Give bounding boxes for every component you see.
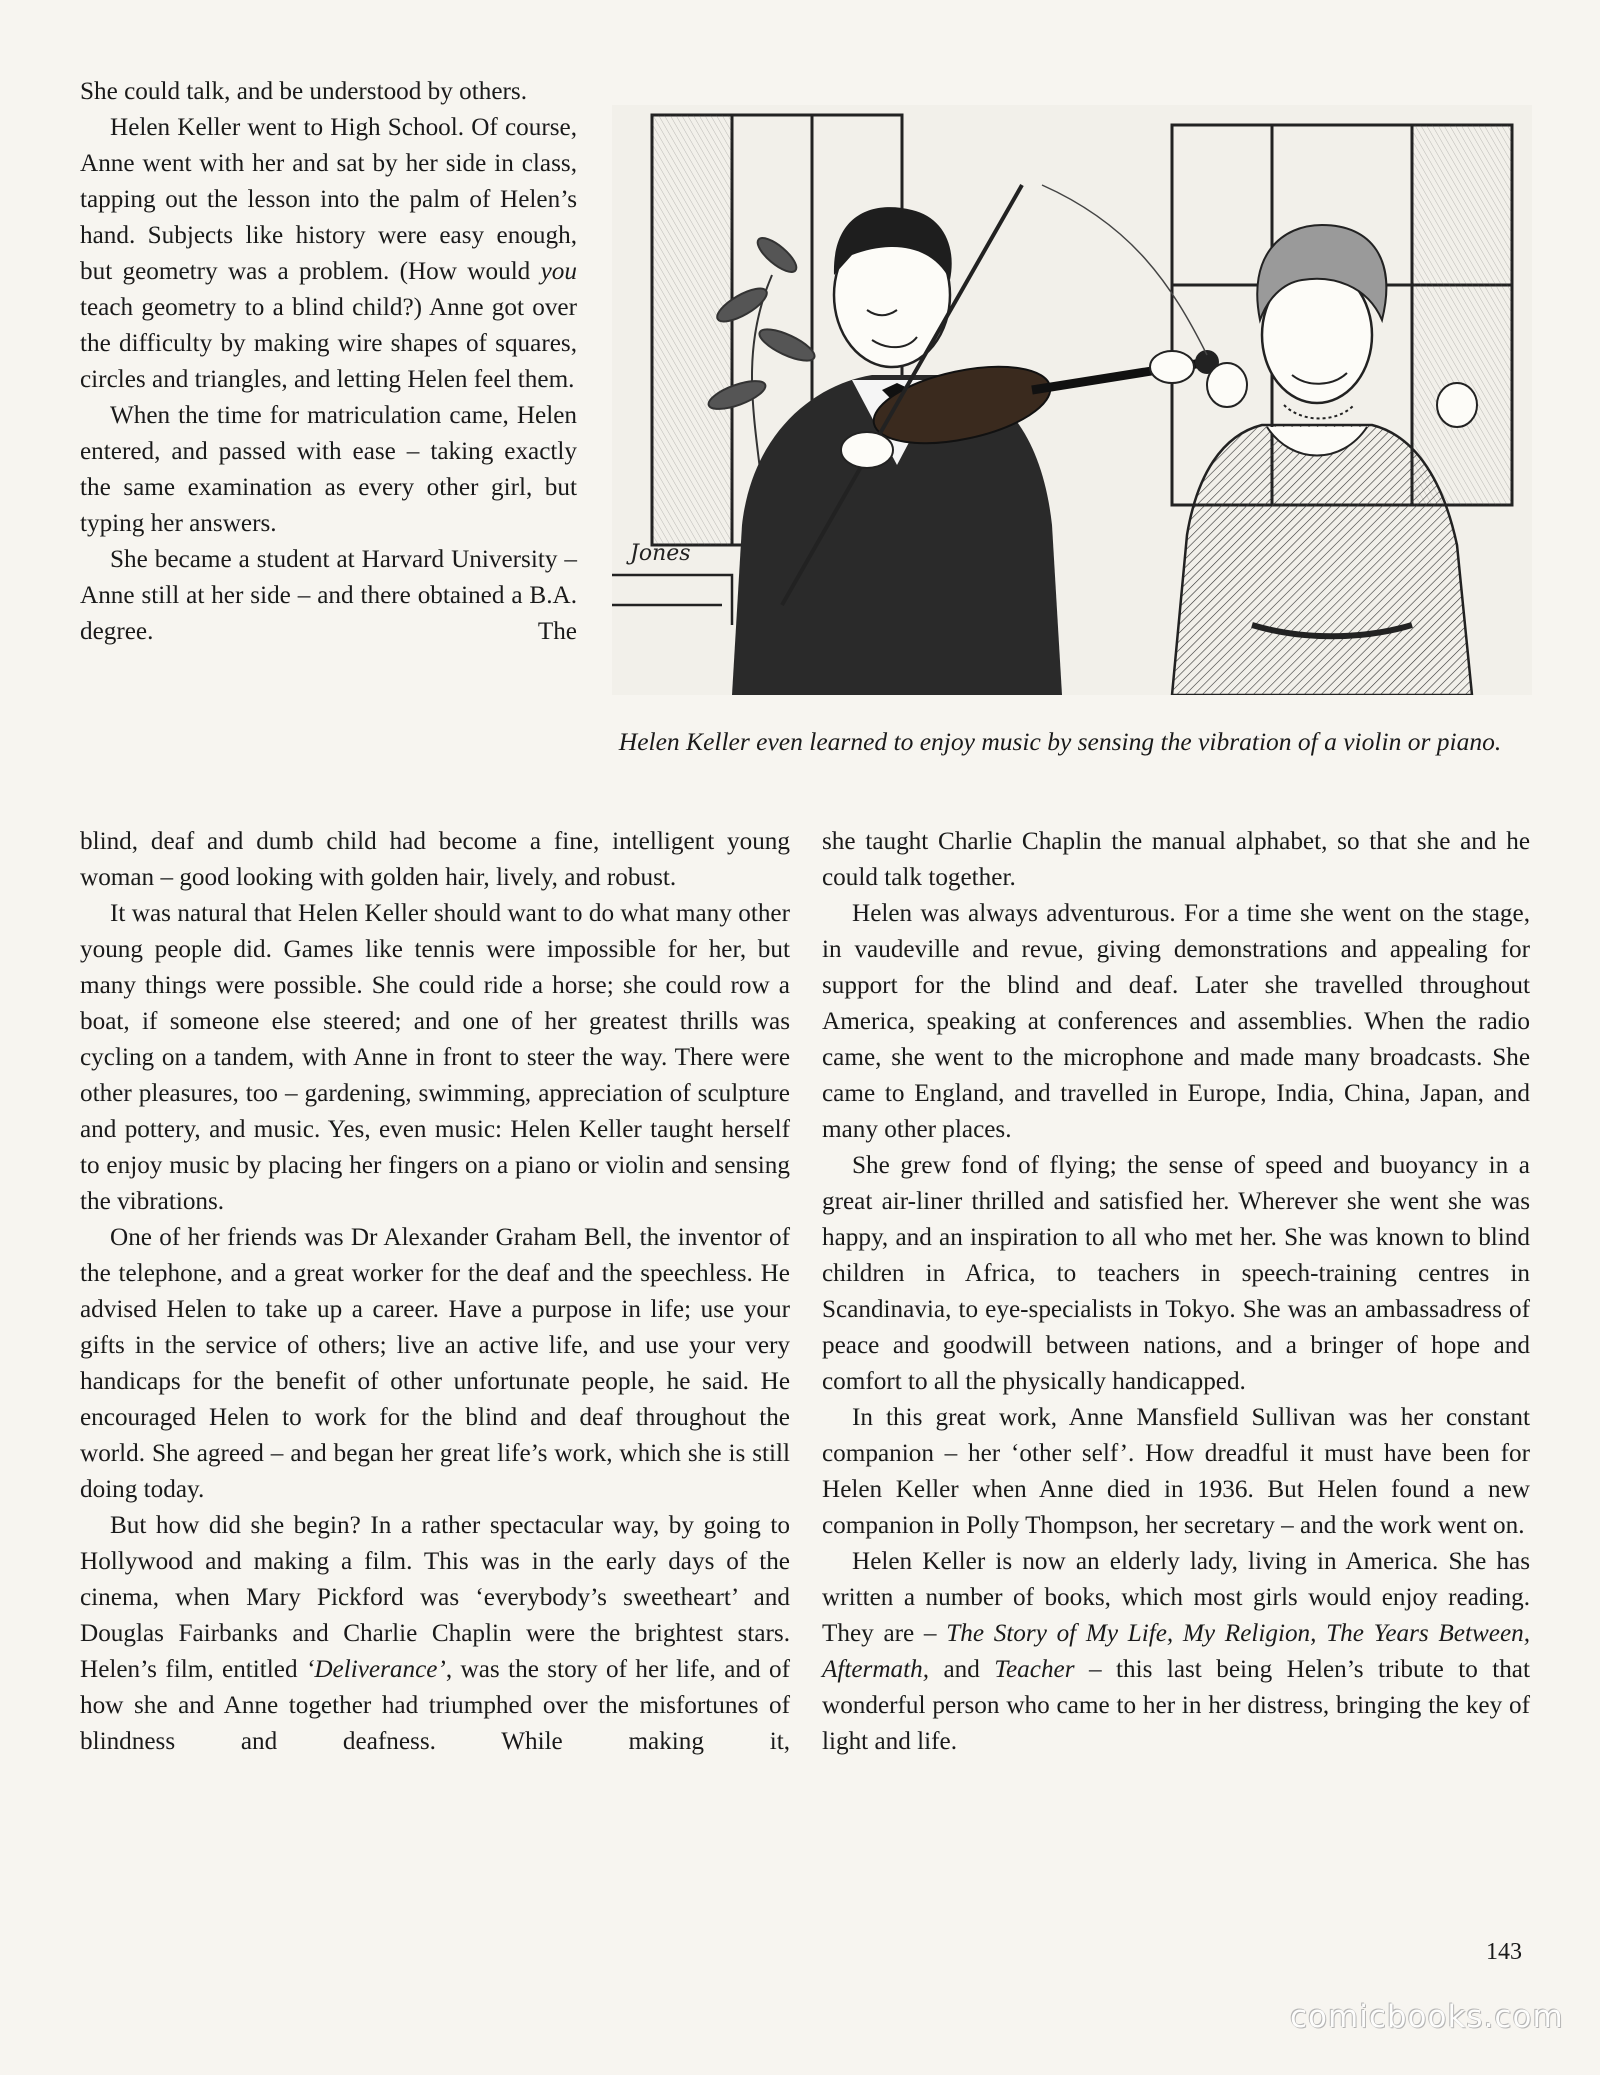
- paragraph-text: When the time for matriculation came, Helen entered, and passed with ease – taking exactly the same examination as every other girl, but typing her answers.: [80, 402, 577, 537]
- top-left-column: [80, 74, 577, 650]
- paragraph: [822, 896, 1530, 1148]
- paragraph: [80, 1220, 790, 1508]
- paragraph-text: – this last being Helen’s tribute to that wonderful person who came to her in her distress, bringing the key of light and life.: [822, 1656, 1530, 1755]
- paragraph-text: Helen Keller went to High School. Of course, Anne went with her and sat by her side in class, tapping out the lesson into the palm of Helen’s hand. Subjects like history were easy enough, but geometry was a problem. (How would: [80, 114, 577, 285]
- paragraph-text: But how did she begin? In a rather spectacular way, by going to Hollywood and making a film. This was in the early days of the cinema, when Mary Pickford was ‘everybody’s sweetheart’ and Douglas Fairbanks and Charlie Chaplin were the brightest stars. Helen’s film, entitled: [80, 1512, 790, 1683]
- left-column: [80, 824, 790, 1760]
- paragraph: [80, 74, 577, 110]
- book-titles: The Story of My Life, My Religion, The Years Between, Aftermath,: [822, 1620, 1531, 1683]
- paragraph-text: One of her friends was Dr Alexander Graham Bell, the inventor of the telephone, and a great worker for the deaf and the speechless. He advised Helen to take up a career. Have a purpose in life; use your gifts in the service of others; live an active life, and use your very handicaps for the benefit of other unfortunate people, he said. He encouraged Helen to work for the blind and deaf throughout the world. She agreed – and began her great life’s work, which she is still doing today.: [80, 1224, 790, 1503]
- paragraph-text: teach geometry to a blind child?) Anne got over the difficulty by making wire shapes of squares, circles and triangles, and letting Helen feel them.: [80, 294, 577, 393]
- right-column: [822, 824, 1530, 1760]
- paragraph: [822, 1544, 1530, 1760]
- film-title: ‘Deliverance’: [305, 1656, 446, 1683]
- paragraph-text: In this great work, Anne Mansfield Sullivan was her constant companion – her ‘other self’. How dreadful it must have been for Helen Keller when Anne died in 1936. But Helen found a new companion in Polly Thompson, her secretary – and the work went on.: [822, 1404, 1530, 1539]
- paragraph: [822, 824, 1530, 896]
- book-title: Teacher: [994, 1656, 1075, 1683]
- illustration-violinist-and-woman: [612, 105, 1532, 695]
- paragraph: [80, 824, 790, 896]
- paragraph-text: It was natural that Helen Keller should want to do what many other young people did. Games like tennis were impossible for her, but many things were possible. She could ride a horse; she could row a boat, if someone else steered; and one of her greatest thrills was cycling on a tandem, with Anne in front to steer the way. There were other pleasures, too – gardening, swimming, appreciation of sculpture and pottery, and music. Yes, even music: Helen Keller taught herself to enjoy music by placing her fingers on a piano or violin and sensing the vibrations.: [80, 900, 790, 1215]
- paragraph: [80, 896, 790, 1220]
- paragraph: [80, 542, 577, 650]
- emphasis-text: you: [540, 258, 577, 285]
- watermark: comicbooks.com: [1290, 1999, 1564, 2035]
- paragraph-text: blind, deaf and dumb child had become a fine, intelligent young woman – good looking with golden hair, lively, and robust.: [80, 828, 790, 891]
- paragraph-text: , was the story of her life, and of how she and Anne together had triumphed over the misfortunes of blindness and deafness. While making it,: [80, 1656, 791, 1755]
- paragraph-text: She became a student at Harvard University – Anne still at her side – and there obtained a B.A. degree. The: [80, 546, 577, 645]
- paragraph-text: She could talk, and be understood by others.: [80, 78, 527, 105]
- paragraph: [80, 1508, 790, 1760]
- paragraph-text: and: [943, 1656, 980, 1683]
- paragraph-text: Helen was always adventurous. For a time she went on the stage, in vaudeville and revue, giving demonstrations and appealing for support for the blind and deaf. Later she travelled throughout America, speaking at conferences and assemblies. When the radio came, she went to the microphone and made many broadcasts. She came to England, and travelled in Europe, India, China, Japan, and many other places.: [822, 900, 1530, 1143]
- paragraph-text: Helen Keller is now an elderly lady, living in America. She has written a number of books, which most girls would enjoy reading. They are –: [822, 1548, 1530, 1647]
- illustration-drawing: [612, 105, 1532, 695]
- paragraph: [80, 110, 577, 398]
- figure-caption: Helen Keller even learned to enjoy music by sensing the vibration of a violin or piano.: [618, 727, 1502, 756]
- paragraph: [80, 398, 577, 542]
- paragraph: [822, 1148, 1530, 1400]
- page-number: 143: [1486, 1939, 1522, 1965]
- paragraph: [822, 1400, 1530, 1544]
- paragraph-text: she taught Charlie Chaplin the manual alphabet, so that she and he could talk together.: [822, 828, 1530, 891]
- paragraph-text: She grew fond of flying; the sense of speed and buoyancy in a great air-liner thrilled and satisfied her. Wherever she went she was happy, and an inspiration to all who met her. She was known to blind children in Africa, to teachers in speech-training centres in Scandinavia, to eye-specialists in Tokyo. She was an ambassadress of peace and goodwill between nations, and a bringer of hope and comfort to all the physically handicapped.: [822, 1152, 1530, 1395]
- artist-signature: Jones: [630, 541, 691, 566]
